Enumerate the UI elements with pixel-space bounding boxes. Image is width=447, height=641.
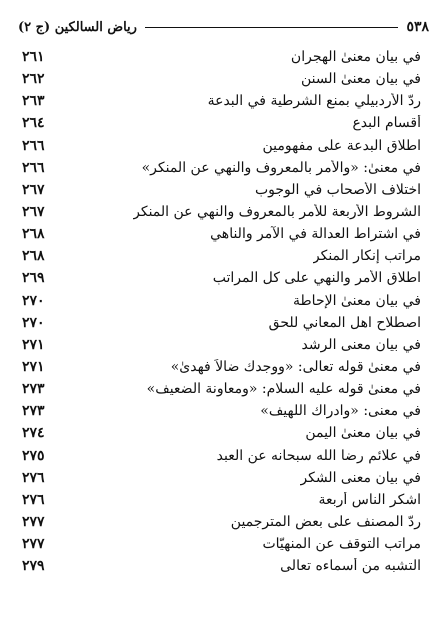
- toc-entry: [22, 68, 421, 90]
- toc-entry: [22, 267, 421, 289]
- toc-entry: [22, 112, 421, 134]
- toc-entry: [22, 312, 421, 334]
- toc-entry: [22, 511, 421, 533]
- toc-entry-title: التشبه من أسماءه تعالى: [280, 558, 421, 575]
- toc-entry-title: في بيان معنىٰ الهجران: [290, 49, 421, 66]
- toc-entry-page: ٢٦٢: [22, 71, 45, 88]
- toc-entry-title: مراتب إنكار المنكر: [312, 248, 421, 265]
- running-header: [18, 18, 429, 36]
- toc-entry-page: ٢٧٩: [22, 558, 45, 575]
- toc-entry-page: ٢٦٦: [22, 159, 45, 176]
- toc-entry-page: ٢٦٦: [22, 137, 45, 154]
- page-number: ٥٣٨: [406, 19, 429, 35]
- toc-entry-title: في بيان معنىٰ السنن: [300, 71, 421, 88]
- toc-entry: [22, 179, 421, 201]
- toc-entry-page: ٢٦٣: [22, 93, 45, 110]
- toc-entry: [22, 223, 421, 245]
- toc-entry-page: ٢٦٩: [22, 270, 45, 287]
- toc-entry-page: ٢٧٦: [22, 469, 45, 486]
- toc-entry: [22, 378, 421, 400]
- toc-entry-title: اصطلاح اهل المعاني للحق: [268, 314, 421, 331]
- toc-entry: [22, 90, 421, 112]
- toc-entry: [22, 445, 421, 467]
- toc-entry: [22, 157, 421, 179]
- toc-entry: [22, 467, 421, 489]
- toc-entry-title: في معنىٰ قوله عليه السلام: «ومعاونة الضعيف»: [146, 381, 421, 398]
- toc-entry-page: ٢٧٧: [22, 514, 45, 531]
- header-rule: [145, 27, 399, 28]
- toc-entry-title: في بيان معنى الشكر: [300, 469, 421, 486]
- toc-entry-page: ٢٧٧: [22, 536, 45, 553]
- table-of-contents: [22, 46, 421, 577]
- toc-entry: [22, 533, 421, 555]
- toc-entry-title: في بيان معنى الرشد: [301, 336, 421, 353]
- toc-entry-page: ٢٦٤: [22, 115, 45, 132]
- toc-entry: [22, 245, 421, 267]
- toc-entry-page: ٢٦٨: [22, 226, 45, 243]
- toc-entry-title: اطلاق البدعة على مفهومين: [262, 137, 421, 154]
- toc-entry-page: ٢٧٠: [22, 292, 45, 309]
- toc-entry-title: أقسام البدع: [352, 115, 421, 132]
- toc-entry-title: ردّ المصنف على بعض المترجمين: [230, 514, 421, 531]
- toc-entry-title: في بيان معنىٰ الإحاطة: [293, 292, 421, 309]
- toc-entry-page: ٢٦٨: [22, 248, 45, 265]
- toc-entry-title: في معنىٰ: «والأمر بالمعروف والنهي عن المنكر»: [141, 159, 421, 176]
- toc-entry: [22, 400, 421, 422]
- toc-entry-page: ٢٧٤: [22, 425, 45, 442]
- toc-entry-page: ٢٦٧: [22, 204, 45, 221]
- toc-entry: [22, 334, 421, 356]
- toc-entry: [22, 356, 421, 378]
- toc-entry: [22, 46, 421, 68]
- toc-entry: [22, 489, 421, 511]
- toc-entry-title: في معنى: «وادراك اللهيف»: [260, 403, 421, 420]
- toc-entry-title: اشكر الناس أربعة: [318, 491, 421, 508]
- toc-entry-title: في بيان معنىٰ اليمن: [305, 425, 421, 442]
- toc-entry-title: في اشتراط العدالة في الآمر والناهي: [210, 226, 421, 243]
- toc-entry-page: ٢٦١: [22, 49, 45, 66]
- toc-entry: [22, 555, 421, 577]
- toc-entry-page: ٢٧٥: [22, 447, 45, 464]
- toc-entry-title: ردّ الأردبيلي بمنع الشرطية في البدعة: [207, 93, 421, 110]
- toc-entry: [22, 201, 421, 223]
- toc-entry-page: ٢٧٦: [22, 491, 45, 508]
- toc-entry-title: اطلاق الأمر والنهي على كل المراتب: [212, 270, 421, 287]
- toc-entry-title: الشروط الأربعة للأمر بالمعروف والنهي عن المنكر: [133, 204, 421, 221]
- toc-entry: [22, 422, 421, 444]
- toc-entry-title: في علائم رضا الله سبحانه عن العبد: [216, 447, 421, 464]
- toc-entry-title: اختلاف الأصحاب في الوجوب: [254, 181, 421, 198]
- toc-entry-page: ٢٧٣: [22, 403, 45, 420]
- toc-entry-title: في معنىٰ قوله تعالى: «ووجدك ضالاً فهدىٰ»: [170, 359, 421, 376]
- toc-entry: [22, 290, 421, 312]
- toc-entry-page: ٢٧٠: [22, 314, 45, 331]
- toc-entry-page: ٢٧١: [22, 336, 45, 353]
- toc-entry-title: مراتب التوقف عن المنهيّات: [262, 536, 421, 553]
- toc-entry-page: ٢٧٣: [22, 381, 45, 398]
- toc-entry: [22, 135, 421, 157]
- book-title: رياض السالكين (ج ٢): [18, 19, 137, 35]
- toc-entry-page: ٢٧١: [22, 359, 45, 376]
- toc-entry-page: ٢٦٧: [22, 181, 45, 198]
